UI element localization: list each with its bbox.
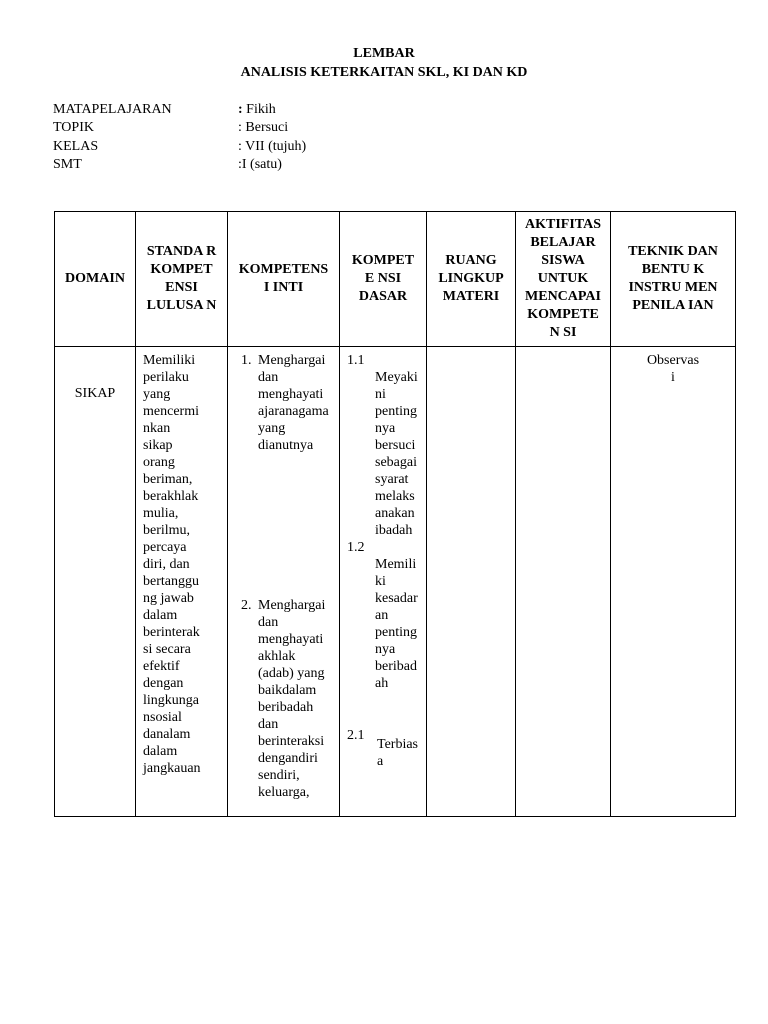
ki-text-line: dianutnya: [258, 438, 314, 453]
skl-text-line: berakhlak: [143, 489, 199, 504]
skl-text-line: berilmu,: [143, 523, 191, 538]
analysis-table: [54, 211, 736, 817]
header-text-line: AKTIFITAS: [525, 217, 601, 232]
header-text-line: KOMPETENS: [238, 262, 329, 277]
cell-domain: SIKAP: [55, 347, 136, 817]
skl-text-line: dengan: [143, 676, 184, 691]
header-text-line: LULUSA N: [146, 298, 217, 313]
header-text-line: INSTRU MEN: [628, 280, 718, 295]
ki-text-line: berinteraksi: [258, 734, 325, 749]
info-label-smt: SMT: [53, 157, 82, 172]
header-text-line: BELAJAR: [530, 235, 596, 250]
skl-text-line: bertanggu: [143, 574, 199, 589]
kd-text-line: kesadar: [375, 591, 418, 606]
header-text-line: MENCAPAI: [525, 289, 601, 304]
ki-text-line: ajaranagama: [258, 404, 329, 419]
ki-text-line: baikdalam: [258, 683, 317, 698]
cell-skl: [136, 347, 228, 817]
info-label-topik: TOPIK: [53, 120, 94, 135]
header-domain: [55, 212, 136, 347]
header-text-line: I INTI: [263, 280, 304, 295]
header-text-line: STANDA R: [146, 244, 217, 259]
header-text-line: E NSI: [364, 271, 402, 286]
document-title: LEMBAR: [353, 46, 415, 61]
kd-text-line: Terbias: [377, 737, 419, 752]
info-label-kelas: KELAS: [53, 139, 99, 154]
kd-text-line: ki: [375, 574, 386, 589]
teknik-text-line: Observas: [646, 353, 700, 368]
header-text-line: KOMPET: [351, 253, 415, 268]
kd-text-line: melaks: [375, 489, 415, 504]
kd-text-line: ibadah: [375, 523, 413, 538]
skl-text-line: percaya: [143, 540, 187, 555]
kd-text-line: Memili: [375, 557, 417, 572]
header-text-line: ENSI: [165, 280, 198, 295]
kd-text-line: beribad: [375, 659, 417, 674]
skl-text-line: lingkunga: [143, 693, 199, 708]
header-text-line: RUANG: [445, 253, 497, 268]
kd-text-line: an: [375, 608, 389, 623]
cell-kompetensi-dasar: 1.1 Meyaki ni penting nya bersuci sebagai syarat melaks anakan ibadah 1.2 Memili ki kesadar an penting nya beribad ah 2.1 Terbias a: [340, 347, 427, 817]
ki-text-line: dan: [258, 370, 279, 385]
ki-text-line: Menghargai: [258, 598, 326, 613]
ki-text-line: sendiri,: [258, 768, 300, 783]
skl-text-line: Memiliki: [143, 353, 196, 368]
ki-text-line: akhlak: [258, 649, 296, 664]
header-text-line: LINGKUP: [438, 271, 504, 286]
cell-ruang-lingkup: [427, 347, 516, 817]
header-text-line: KOMPETE: [527, 307, 599, 322]
kd-text-line: bersuci: [375, 438, 416, 453]
ki-item-2: 2. Menghargai dan menghayati akhlak (adab) yang baikdalam beribadah dan berinteraksi dengandiri sendiri, keluarga,: [228, 597, 339, 801]
skl-text-line: dalam: [143, 744, 178, 759]
teknik-text-line: i: [671, 370, 675, 385]
header-aktifitas-belajar: [516, 212, 611, 347]
ki-item-1: 1. Menghargai dan menghayati ajaranagama yang dianutnya: [228, 352, 339, 454]
ki-text-line: keluarga,: [258, 785, 310, 800]
skl-text-line: yang: [143, 387, 171, 402]
cell-aktifitas: [516, 347, 611, 817]
table-row: [55, 347, 736, 817]
kd-text-line: syarat: [375, 472, 409, 487]
skl-text-line: perilaku: [143, 370, 189, 385]
ki-text-line: Menghargai: [258, 353, 326, 368]
header-text-line: PENILA IAN: [632, 298, 714, 313]
ki-text-line: dan: [258, 717, 279, 732]
skl-text-line: dalam: [143, 608, 178, 623]
table-header-row: [55, 212, 736, 347]
header-kompetensi-inti: [228, 212, 340, 347]
info-label-matapelajaran: MATAPELAJARAN: [53, 102, 172, 117]
cell-kompetensi-inti: [228, 347, 340, 817]
skl-text-line: beriman,: [143, 472, 193, 487]
ki-text-line: dan: [258, 615, 279, 630]
ki-text-line: yang: [258, 421, 286, 436]
skl-text-line: ng jawab: [143, 591, 194, 606]
header-text-line: UNTUK: [537, 271, 589, 286]
skl-text-line: sikap: [143, 438, 173, 453]
skl-text-line: jangkauan: [143, 761, 201, 776]
skl-text-line: berinterak: [143, 625, 200, 640]
header-standar-kompetensi-lulusan: [136, 212, 228, 347]
skl-text-line: nkan: [143, 421, 171, 436]
header-teknik-penilaian: [611, 212, 736, 347]
kd-text-line: anakan: [375, 506, 415, 521]
skl-text-line: si secara: [143, 642, 191, 657]
info-value-matapelajaran: : Fikih: [238, 102, 276, 117]
skl-text-line: mulia,: [143, 506, 179, 521]
header-text-line: TEKNIK DAN: [628, 244, 718, 259]
ki-text-line: (adab) yang: [258, 666, 325, 681]
header-text-line: N SI: [549, 325, 577, 340]
kd-text-line: ah: [375, 676, 389, 691]
document-subtitle: ANALISIS KETERKAITAN SKL, KI DAN KD: [240, 65, 528, 80]
ki-text-line: menghayati: [258, 387, 324, 402]
header-text-line: SISWA: [541, 253, 585, 268]
kd-text-line: nya: [375, 642, 396, 657]
kd-text-line: penting: [375, 625, 417, 640]
skl-text-line: danalam: [143, 727, 191, 742]
header-text-line: DOMAIN: [65, 271, 125, 286]
skl-text-line: orang: [143, 455, 175, 470]
kd-text-line: nya: [375, 421, 396, 436]
cell-teknik-penilaian: [611, 347, 736, 817]
skl-text-line: efektif: [143, 659, 180, 674]
skl-text-line: nsosial: [143, 710, 182, 725]
info-value-smt: :I (satu): [238, 157, 282, 172]
skl-text-line: mencermi: [143, 404, 199, 419]
kd-text-line: ni: [375, 387, 386, 402]
header-ruang-lingkup-materi: [427, 212, 516, 347]
kd-text-line: Meyaki: [375, 370, 418, 385]
kd-text-line: sebagai: [375, 455, 417, 470]
header-text-line: MATERI: [442, 289, 500, 304]
header-kompetensi-dasar: [340, 212, 427, 347]
info-value-topik: : Bersuci: [238, 120, 289, 135]
skl-text-line: diri, dan: [143, 557, 190, 572]
ki-text-line: beribadah: [258, 700, 314, 715]
header-text-line: KOMPET: [150, 262, 213, 277]
ki-text-line: dengandiri: [258, 751, 318, 766]
header-text-line: DASAR: [358, 289, 408, 304]
kd-text-line: penting: [375, 404, 417, 419]
ki-text-line: menghayati: [258, 632, 324, 647]
info-value-kelas: : VII (tujuh): [238, 139, 307, 154]
kd-text-line: a: [377, 754, 384, 769]
header-text-line: BENTU K: [641, 262, 705, 277]
